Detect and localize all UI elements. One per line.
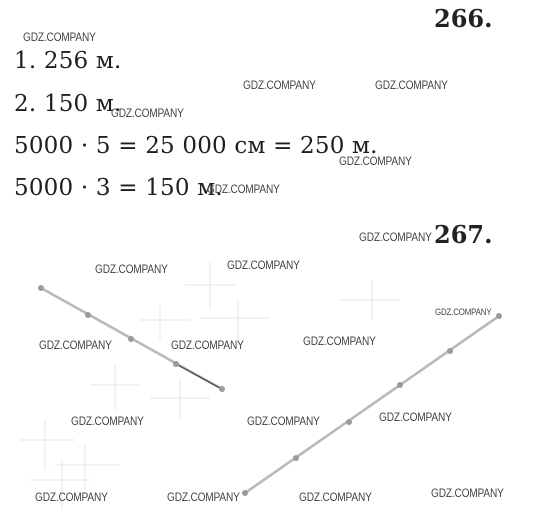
watermark: GDZ.COMPANY — [167, 492, 240, 504]
calculation-line-2: 5000 · 3 = 150 м. — [14, 175, 223, 201]
watermark: GDZ.COMPANY — [303, 336, 376, 348]
segment-2-point — [293, 455, 299, 461]
calculation-line-1: 5000 · 5 = 25 000 см = 250 м. — [14, 133, 378, 159]
segment-1-point — [128, 336, 134, 342]
task-267-number: 267. — [434, 220, 493, 249]
watermark: GDZ.COMPANY — [247, 416, 320, 428]
watermark: GDZ.COMPANY — [23, 32, 96, 44]
watermark: GDZ.COMPANY — [95, 264, 168, 276]
watermark: GDZ.COMPANY — [111, 108, 184, 120]
watermark: GDZ.COMPANY — [227, 260, 300, 272]
watermark: GDZ.COMPANY — [339, 156, 412, 168]
watermark: GDZ.COMPANY — [435, 307, 492, 317]
watermark: GDZ.COMPANY — [299, 492, 372, 504]
segment-2-point — [346, 419, 352, 425]
watermark: GDZ.COMPANY — [375, 80, 448, 92]
segment-2-point — [397, 382, 403, 388]
segment-2-point — [496, 313, 502, 319]
segment-1-point — [85, 312, 91, 318]
answer-line-2: 2. 150 м. — [14, 91, 122, 117]
watermark: GDZ.COMPANY — [171, 340, 244, 352]
segment-1 — [38, 285, 225, 392]
segment-1-point — [219, 386, 225, 392]
watermark: GDZ.COMPANY — [207, 184, 280, 196]
watermark: GDZ.COMPANY — [71, 416, 144, 428]
watermark: GDZ.COMPANY — [431, 488, 504, 500]
task-266-number: 266. — [434, 4, 493, 33]
watermark: GDZ.COMPANY — [359, 232, 432, 244]
segment-1-point — [173, 361, 179, 367]
faint-grid-marks — [20, 262, 400, 510]
segment-1-point — [38, 285, 44, 291]
segment-2-point — [242, 490, 248, 496]
segment-2-point — [447, 348, 453, 354]
watermark: GDZ.COMPANY — [379, 412, 452, 424]
watermark: GDZ.COMPANY — [35, 492, 108, 504]
watermark: GDZ.COMPANY — [39, 340, 112, 352]
watermark: GDZ.COMPANY — [243, 80, 316, 92]
answer-line-1: 1. 256 м. — [14, 48, 122, 74]
